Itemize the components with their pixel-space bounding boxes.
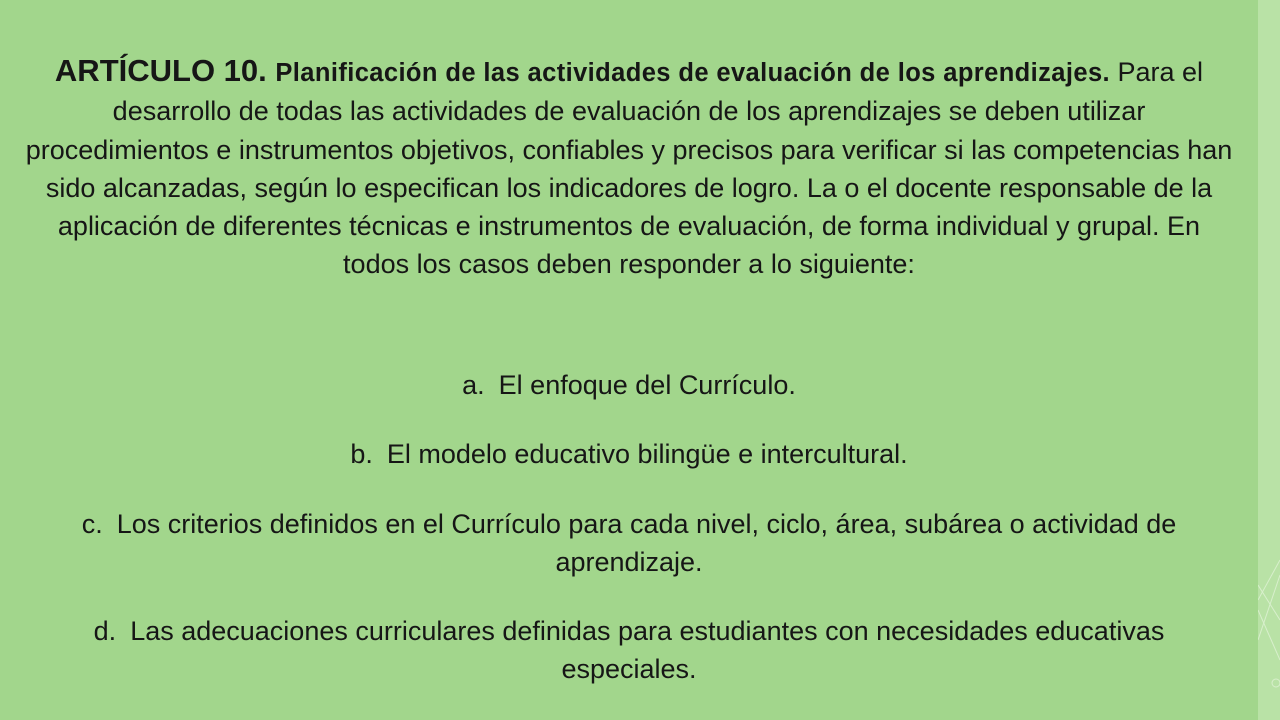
decorative-lines-icon	[1258, 0, 1280, 720]
list-item-letter: b.	[350, 439, 373, 470]
list-item-letter: a.	[462, 370, 485, 400]
article-title: Planificación de las actividades de evaluación de los aprendizajes.	[275, 59, 1118, 87]
decorative-side-strip	[1258, 0, 1280, 720]
list-item-text: Las adecuaciones curriculares definidas para estudiantes con necesidades educativas especiales.	[130, 616, 1165, 685]
requirements-list	[40, 366, 1218, 720]
list-item	[40, 366, 1218, 404]
list-item	[40, 505, 1218, 582]
list-item-letter: d.	[93, 616, 117, 647]
list-item-text: El modelo educativo bilingüe e intercultural.	[386, 439, 908, 470]
article-number: ARTÍCULO 10.	[54, 53, 276, 88]
article-paragraph	[24, 52, 1234, 284]
list-item-letter: c.	[81, 508, 103, 539]
article-body: Para el desarrollo de todas las actividades de evaluación de los aprendizajes se deben utilizar procedimientos e instrumentos objetivos, confiables y precisos para verificar si las competencias han sido alcanzadas, según lo especifican los indicadores de logro. La o el docente responsable de la aplicación de diferentes técnicas e instrumentos de evaluación, de forma individual y grupal. En todos los casos deben responder a lo siguiente:	[25, 57, 1233, 280]
list-item-text: El enfoque del Currículo.	[498, 370, 796, 400]
list-item	[40, 612, 1218, 689]
list-item	[40, 435, 1218, 473]
list-item-text: Los criterios definidos en el Currículo para cada nivel, ciclo, área, subárea o actividad de aprendizaje.	[116, 508, 1177, 577]
